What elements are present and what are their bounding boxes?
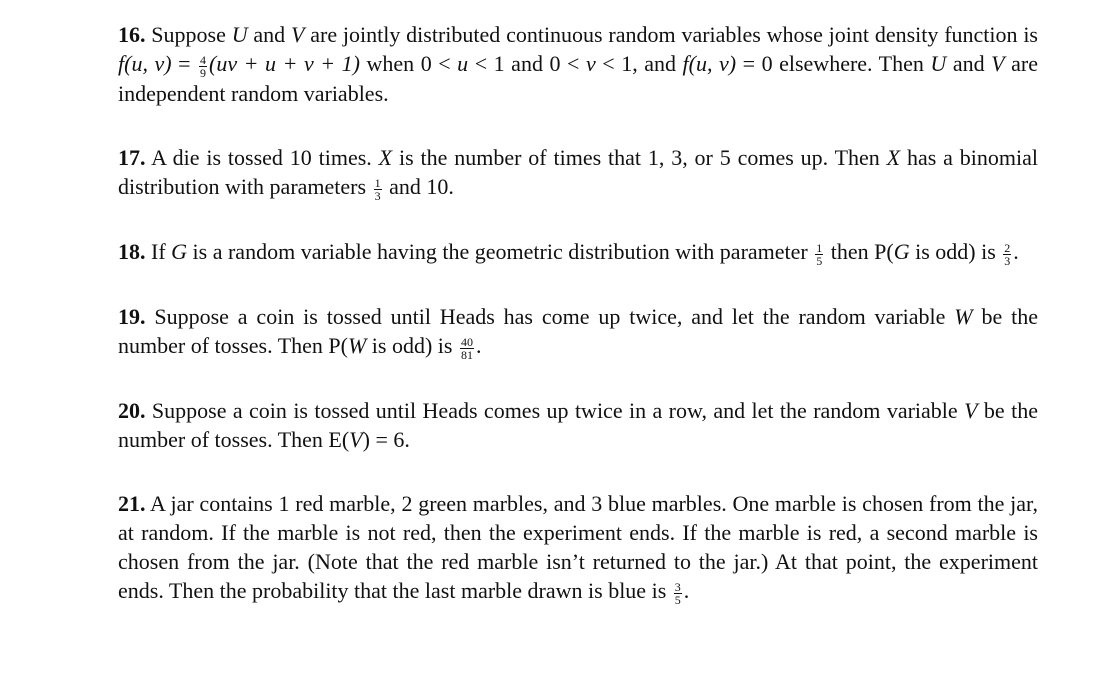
fraction — [815, 242, 823, 267]
problem-text: . — [683, 578, 690, 603]
problem-number: 17. — [118, 145, 146, 170]
problem-text: . — [1013, 239, 1019, 264]
math-var: u — [457, 51, 469, 76]
fraction — [1003, 242, 1011, 267]
math-var: G — [893, 239, 910, 264]
problem-text: If — [145, 239, 172, 264]
fraction-denominator: 5 — [816, 254, 823, 268]
problem-text: is a random variable having the geometric distribution with parameter — [187, 239, 814, 264]
problem-text: A die is tossed 10 times. — [145, 145, 379, 170]
fraction — [674, 581, 682, 606]
math-var: U — [930, 51, 947, 76]
math-var: V — [349, 427, 363, 452]
math-var: V — [991, 51, 1005, 76]
math-expr: f(u, v) — [118, 51, 172, 76]
problem-number: 19. — [118, 304, 146, 329]
problem-text: = 0 elsewhere. Then — [736, 51, 931, 76]
fraction-numerator: 3 — [674, 580, 681, 594]
math-var: V — [290, 22, 305, 47]
math-var: X — [378, 145, 393, 170]
problem-text: be the number of tosses. Then P( — [118, 304, 1038, 358]
problem-text: is the number of times that 1, 3, or 5 comes up. Then — [392, 145, 887, 170]
problem-text: and — [946, 51, 992, 76]
problem-text: Suppose a coin is tossed until Heads comes up twice in a row, and let the random variable — [145, 398, 965, 423]
problem-text: are independent random variables. — [118, 51, 1038, 106]
problem-text: when 0 < — [359, 51, 458, 76]
problem-16 — [118, 20, 1038, 108]
problem-text: has a binomial distribution with parameters — [118, 145, 1038, 199]
fraction-numerator: 40 — [460, 335, 473, 349]
fraction — [460, 336, 474, 361]
fraction-numerator: 1 — [816, 241, 823, 255]
problem-17 — [118, 143, 1038, 202]
math-var: X — [886, 145, 901, 170]
problem-number: 18. — [118, 239, 146, 264]
fraction-numerator: 4 — [200, 53, 207, 67]
problem-number: 21. — [118, 491, 146, 516]
math-expr: f(u, v) — [682, 51, 737, 76]
problem-text: and 10. — [383, 174, 454, 199]
math-var: v — [585, 51, 596, 76]
problem-number: 16. — [118, 22, 146, 47]
problem-text: then P( — [825, 239, 894, 264]
fraction-denominator: 3 — [374, 189, 381, 203]
fraction-denominator: 3 — [1004, 254, 1011, 268]
problem-list — [118, 20, 1038, 641]
math-expr: (uv + u + v + 1) — [209, 51, 360, 76]
fraction-numerator: 2 — [1004, 241, 1011, 255]
problem-text: are jointly distributed continuous random variables whose joint density function is — [304, 22, 1038, 47]
problem-text: < 1, and — [595, 51, 683, 76]
fraction-denominator: 9 — [200, 66, 207, 80]
problem-text: is odd) is — [909, 239, 1002, 264]
math-var: V — [964, 398, 978, 423]
problem-text: Suppose a coin is tossed until Heads has come up twice, and let the random variable — [145, 304, 955, 329]
math-var: U — [231, 22, 248, 47]
math-var: W — [347, 333, 367, 358]
problem-text: be the number of tosses. Then E( — [118, 398, 1038, 452]
fraction-numerator: 1 — [374, 176, 381, 190]
problem-number: 20. — [118, 398, 146, 423]
problem-text: < 1 and 0 < — [468, 51, 586, 76]
problem-20 — [118, 396, 1038, 454]
problem-text: A jar contains 1 red marble, 2 green marbles, and 3 blue marbles. One marble is chosen from the jar, at random. If the marble is not red, then the experiment ends. If the marble is red, a second marble is chosen from the jar. (Note that the red marble isn’t returned to the jar.) At that point, the experiment ends. Then the probability that the last marble drawn is blue is — [118, 491, 1038, 603]
fraction-denominator: 5 — [674, 593, 681, 607]
problem-18 — [118, 237, 1038, 267]
fraction-denominator: 81 — [460, 348, 473, 362]
problem-text: = — [171, 51, 198, 76]
problem-text: and — [247, 22, 291, 47]
problem-19 — [118, 302, 1038, 361]
math-var: G — [171, 239, 188, 264]
problem-text: Suppose — [145, 22, 232, 47]
problem-21 — [118, 489, 1038, 606]
math-var: W — [954, 304, 973, 329]
problem-text: . — [475, 333, 482, 358]
problem-text: ) = 6. — [362, 427, 410, 452]
problem-text: is odd) is — [366, 333, 458, 358]
fraction — [374, 177, 382, 202]
fraction — [199, 54, 207, 79]
